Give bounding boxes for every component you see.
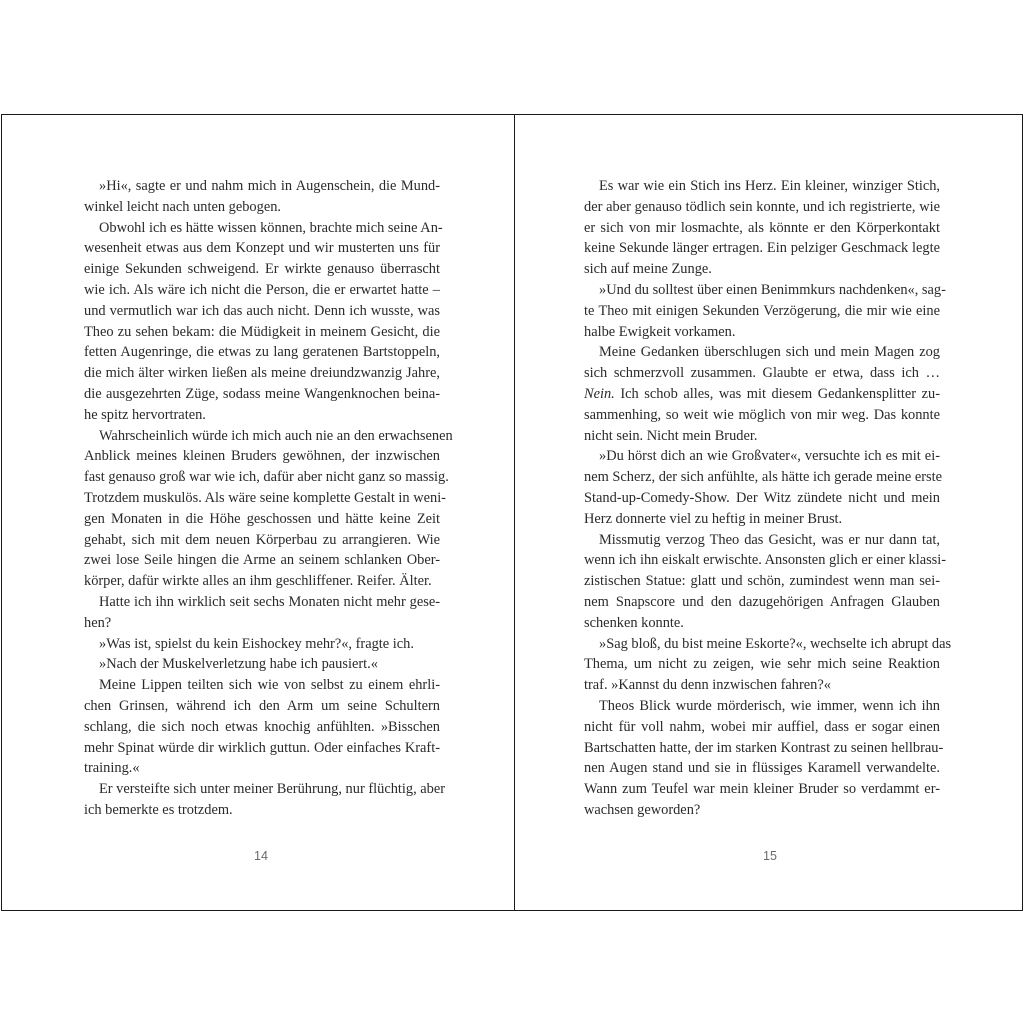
- text-line: Theo zu sehen bekam: die Müdigkeit in meinem Gesicht, die: [84, 323, 440, 340]
- text-line: und vermutlich war ich das auch nicht. Denn ich wusste, was: [84, 302, 440, 319]
- page-gutter-divider: [514, 115, 515, 910]
- text-line: Er versteifte sich unter meiner Berührung, nur flüchtig, aber: [99, 781, 446, 798]
- text-line: »Du hörst dich an wie Großvater«, versuchte ich es mit ei-: [599, 448, 940, 465]
- right-page-body: [584, 176, 952, 821]
- text-line: wie ich. Als wäre ich nicht die Person, die er erwartet hatte –: [84, 281, 440, 298]
- text-line: »Sag bloß, du bist meine Eskorte?«, wechselte ich abrupt das: [599, 635, 952, 652]
- text-line: Trotzdem muskulös. Als wäre seine komplette Gestalt in weni-: [84, 489, 446, 506]
- text-line: keine Sekunde länger ertragen. Ein pelziger Geschmack legte: [584, 240, 940, 257]
- text-line: Meine Gedanken überschlugen sich und mein Magen zog: [599, 344, 940, 361]
- text-line: Meine Lippen teilten sich wie von selbst zu einem ehrli-: [99, 677, 440, 694]
- text-line: Missmutig verzog Theo das Gesicht, was er nur dann tat,: [599, 531, 940, 548]
- text-line: gehabt, sich mit dem neuen Körperbau zu arrangieren. Wie: [84, 531, 440, 548]
- text-line: »Und du solltest über einen Benimmkurs nachdenken«, sag-: [599, 281, 946, 298]
- text-line: he spitz hervortraten.: [84, 406, 206, 423]
- text-line: die mich älter wirken ließen als meine dreiundzwanzig Jahre,: [84, 365, 440, 382]
- text-line: »Hi«, sagte er und nahm mich in Augenschein, die Mund-: [99, 178, 440, 194]
- text-line: er sich von mir losmachte, als könnte er den Körperkontakt: [584, 219, 940, 236]
- left-page-number: 14: [254, 849, 268, 863]
- text-line: sich auf meine Zunge.: [584, 261, 712, 278]
- text-line: traf. »Kannst du denn inzwischen fahren?«: [584, 677, 831, 694]
- text-line: schlang, die sich noch etwas knochig anfühlten. »Bisschen: [84, 718, 440, 735]
- text-line: Hatte ich ihn wirklich seit sechs Monaten nicht mehr gese-: [99, 593, 440, 610]
- text-line: mehr Spinat würde dir wirklich guttun. Oder einfaches Kraft-: [84, 739, 440, 756]
- text-line: die ausgezehrten Züge, sodass meine Wangenknochen beina-: [84, 385, 440, 402]
- text-line: Wann zum Teufel war mein kleiner Bruder so verdammt er-: [584, 781, 940, 798]
- text-line: nicht für voll nahm, wobei mir auffiel, dass er sogar einen: [584, 718, 940, 735]
- text-line: der aber genauso tödlich sein konnte, und ich registrierte, wie: [584, 198, 940, 215]
- text-line: Thema, um nicht zu zeigen, wie sehr mich seine Reaktion: [584, 656, 940, 673]
- text-line: hen?: [84, 614, 112, 631]
- text-line: zistischen Statue: glatt und schön, zumindest wenn man sei-: [584, 573, 940, 590]
- text-line: Theos Blick wurde mörderisch, wie immer, wenn ich ihn: [599, 697, 940, 714]
- text-line: körper, dafür wirkte alles an ihm geschliffener. Reifer. Älter.: [84, 573, 432, 590]
- text-line: fast genauso groß war wie ich, dafür aber nicht ganz so massig.: [84, 469, 449, 486]
- book-spread: [1, 114, 1023, 911]
- text-line: wachsen geworden?: [584, 801, 701, 818]
- right-page-number: 15: [763, 849, 777, 863]
- text-line: sich schmerzvoll zusammen. Glaubte er etwa, dass ich …: [584, 365, 940, 382]
- text-line: Es war wie ein Stich ins Herz. Ein kleiner, winziger Stich,: [599, 178, 940, 194]
- text-line: Herz donnerte viel zu heftig in meiner Brust.: [584, 510, 843, 527]
- text-line: ich bemerkte es trotzdem.: [84, 801, 233, 818]
- text-line: »Nach der Muskelverletzung habe ich pausiert.«: [99, 656, 378, 673]
- text-line: schenken konnte.: [584, 614, 684, 631]
- text-line: fetten Augenringe, die etwas zu lang geratenen Bartstoppeln,: [84, 344, 440, 361]
- right-page: [584, 176, 952, 821]
- text-line: winkel leicht nach unten gebogen.: [84, 198, 282, 215]
- text-line: Bartschatten hatte, der im starken Kontrast zu seinen hellbrau-: [584, 739, 944, 756]
- left-page: [84, 176, 453, 821]
- text-line: nicht sein. Nicht mein Bruder.: [584, 427, 758, 444]
- text-line: training.«: [84, 760, 140, 777]
- text-line: nem Snapscore und den dazugehörigen Anfragen Glauben: [584, 593, 940, 610]
- text-line: zwei lose Seile hingen die Arme an seinem schlanken Ober-: [84, 552, 440, 569]
- text-line: »Was ist, spielst du kein Eishockey mehr?«, fragte ich.: [99, 635, 414, 652]
- text-line: wenn ich ihn eiskalt erwischte. Ansonsten glich er einer klassi-: [584, 552, 947, 569]
- text-line: einige Sekunden schweigend. Er wirkte genauso überrascht: [84, 261, 440, 278]
- text-line: halbe Ewigkeit vorkamen.: [584, 323, 736, 340]
- text-line: Wahrscheinlich würde ich mich auch nie an den erwachsenen: [99, 427, 453, 444]
- text-line: Stand-up-Comedy-Show. Der Witz zündete nicht und mein: [584, 489, 940, 506]
- text-line: Anblick meines kleinen Bruders gewöhnen, der inzwischen: [84, 448, 440, 465]
- text-line: wesenheit etwas aus dem Konzept und wir musterten uns für: [84, 240, 440, 257]
- left-page-body: [84, 176, 453, 821]
- text-line: Nein. Ich schob alles, was mit diesem Gedankensplitter zu-: [584, 385, 940, 402]
- text-line: Obwohl ich es hätte wissen können, brachte mich seine An-: [99, 219, 443, 236]
- text-line: gen Monaten in die Höhe geschossen und hätte keine Zeit: [84, 510, 440, 527]
- text-line: nem Scherz, der sich anfühlte, als hätte ich gerade meine erste: [584, 469, 943, 486]
- text-line: te Theo mit einigen Sekunden Verzögerung, die mir wie eine: [584, 302, 940, 319]
- text-line: nen Augen stand und sie in flüssiges Karamell verwandelte.: [584, 760, 940, 777]
- text-line: sammenhing, so weit wie möglich von mir weg. Das konnte: [584, 406, 940, 423]
- text-line: chen Grinsen, während ich den Arm um seine Schultern: [84, 697, 440, 714]
